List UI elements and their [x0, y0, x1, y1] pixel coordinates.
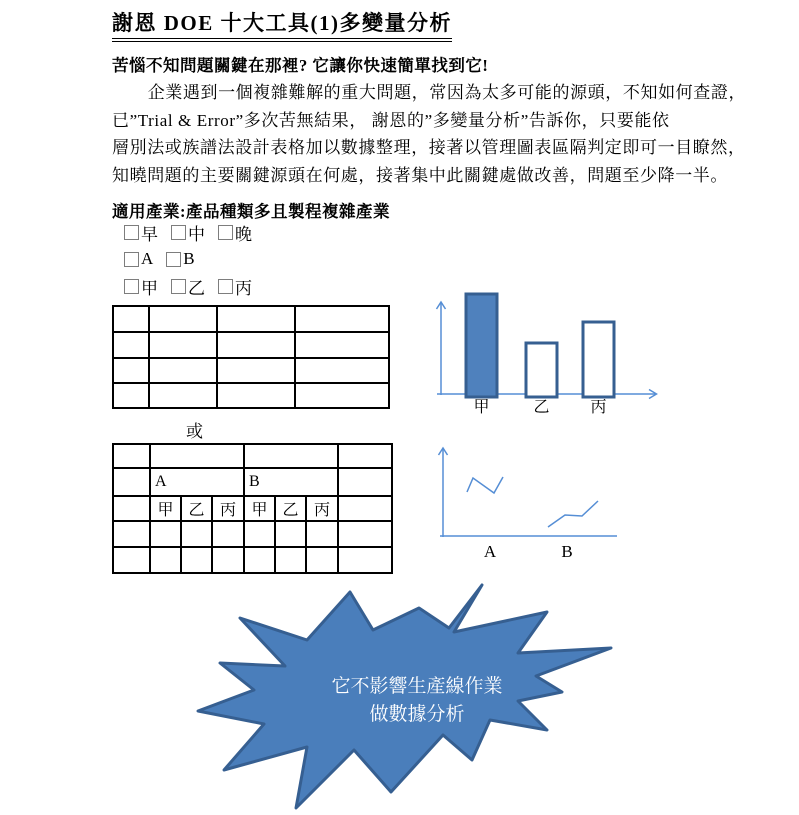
table-cell — [275, 547, 306, 573]
industry-heading: 適用產業:產品種類多且製程複雜產業 — [112, 202, 390, 221]
tree-table — [112, 443, 393, 574]
checkbox-row-shift — [124, 222, 252, 242]
table-cell — [181, 547, 212, 573]
bar-category-label: 丙 — [590, 399, 607, 416]
table-cell — [338, 496, 392, 521]
starburst-callout — [195, 580, 615, 812]
table-cell — [113, 358, 149, 383]
table-cell — [113, 444, 150, 468]
table-cell — [113, 468, 150, 496]
table-cell — [150, 547, 181, 573]
hook-line: 苦惱不知問題關鍵在那裡? 它讓你快速簡單找到它! — [112, 56, 489, 75]
checkbox-mid[interactable] — [171, 225, 186, 240]
burst-text-line2: 做數據分析 — [369, 704, 465, 725]
sub-header: 丙 — [212, 496, 244, 521]
table-cell — [338, 468, 392, 496]
table-cell — [217, 306, 295, 332]
table-cell — [150, 444, 244, 468]
table-cell — [306, 521, 338, 547]
sub-header: 甲 — [244, 496, 275, 521]
checkbox-item-early[interactable] — [124, 220, 158, 245]
checkbox-item-yi[interactable] — [171, 274, 205, 299]
sub-header: 丙 — [306, 496, 338, 521]
bar-category-label: 甲 — [473, 399, 490, 416]
table-cell — [295, 383, 389, 408]
table-cell — [149, 383, 217, 408]
sub-header: 乙 — [275, 496, 306, 521]
table-cell — [212, 547, 244, 573]
bar-甲 — [466, 294, 497, 397]
line-category-a: A — [483, 542, 497, 561]
checkbox-early[interactable] — [124, 225, 139, 240]
table-cell — [295, 332, 389, 358]
table-cell — [149, 306, 217, 332]
bar-chart — [430, 285, 700, 420]
bar-series — [466, 294, 614, 416]
table-cell — [113, 547, 150, 573]
table-cell — [306, 547, 338, 573]
checkbox-label: B — [183, 249, 195, 268]
checkbox-label: 乙 — [188, 278, 205, 298]
table-cell — [244, 547, 275, 573]
checkbox-label: 中 — [188, 224, 205, 244]
line-series-a — [467, 477, 503, 493]
checkbox-label: 甲 — [141, 278, 158, 298]
table-cell — [113, 521, 150, 547]
table-cell — [113, 496, 150, 521]
checkbox-b[interactable] — [166, 252, 181, 267]
burst-text-line1: 它不影響生產線作業 — [331, 676, 503, 697]
checkbox-item-mid[interactable] — [171, 220, 205, 245]
table-cell — [217, 383, 295, 408]
table-cell — [150, 521, 181, 547]
bar-category-label: 乙 — [533, 399, 550, 416]
checkbox-bing[interactable] — [218, 279, 233, 294]
checkbox-item-late[interactable] — [218, 220, 252, 245]
group-header-b: B — [244, 468, 338, 496]
table-cell — [149, 332, 217, 358]
sub-header: 乙 — [181, 496, 212, 521]
table-cell — [217, 358, 295, 383]
table-cell — [217, 332, 295, 358]
or-label: 或 — [186, 422, 204, 441]
checkbox-item-b[interactable] — [166, 249, 194, 269]
checkbox-late[interactable] — [218, 225, 233, 240]
table-cell — [244, 444, 338, 468]
checkbox-item-bing[interactable] — [218, 274, 252, 299]
bar-丙 — [583, 322, 614, 397]
paragraph-line: 已”Trial & Error”多次苦無結果， 謝恩的”多變量分析”告訴你，只要能依 — [112, 110, 670, 130]
table-cell — [113, 306, 149, 332]
line-category-b: B — [561, 542, 573, 561]
paragraph-line: 層別法或族譜法設計表格加以數據整理，接著以管理圖表區隔判定即可一目瞭然， — [112, 138, 746, 157]
table-cell — [244, 521, 275, 547]
checkbox-item-jia[interactable] — [124, 274, 158, 299]
checkbox-row-machine — [124, 249, 195, 269]
checkbox-row-category — [124, 276, 252, 296]
table-cell — [275, 521, 306, 547]
paragraph-line: 知曉問題的主要關鍵源頭在何處，接著集中此關鍵處做改善，問題至少降一半。 — [112, 165, 728, 185]
checkbox-label: A — [141, 249, 154, 268]
table-cell — [212, 521, 244, 547]
table-cell — [295, 306, 389, 332]
paragraph-line: 企業遇到一個複雜難解的重大問題，常因為太多可能的源頭，不知如何查證， — [147, 83, 747, 102]
table-cell — [113, 383, 149, 408]
table-cell — [295, 358, 389, 383]
sub-header: 甲 — [150, 496, 181, 521]
checkbox-yi[interactable] — [171, 279, 186, 294]
line-chart — [430, 443, 625, 568]
intro-paragraph — [112, 79, 746, 189]
checkbox-a[interactable] — [124, 252, 139, 267]
checkbox-label: 丙 — [235, 278, 252, 298]
table-cell — [149, 358, 217, 383]
line-series-b — [548, 501, 598, 527]
table-cell — [338, 521, 392, 547]
table-cell — [181, 521, 212, 547]
page-title: 謝恩 DOE 十大工具(1)多變量分析 — [112, 7, 452, 42]
checkbox-label: 晚 — [235, 224, 252, 244]
checkbox-label: 早 — [141, 224, 158, 244]
table-cell — [338, 547, 392, 573]
table-cell — [113, 332, 149, 358]
checkbox-item-a[interactable] — [124, 249, 153, 269]
checkbox-jia[interactable] — [124, 279, 139, 294]
group-header-a: A — [150, 468, 244, 496]
bar-乙 — [526, 343, 557, 397]
table-cell — [338, 444, 392, 468]
stratification-table — [112, 305, 390, 409]
